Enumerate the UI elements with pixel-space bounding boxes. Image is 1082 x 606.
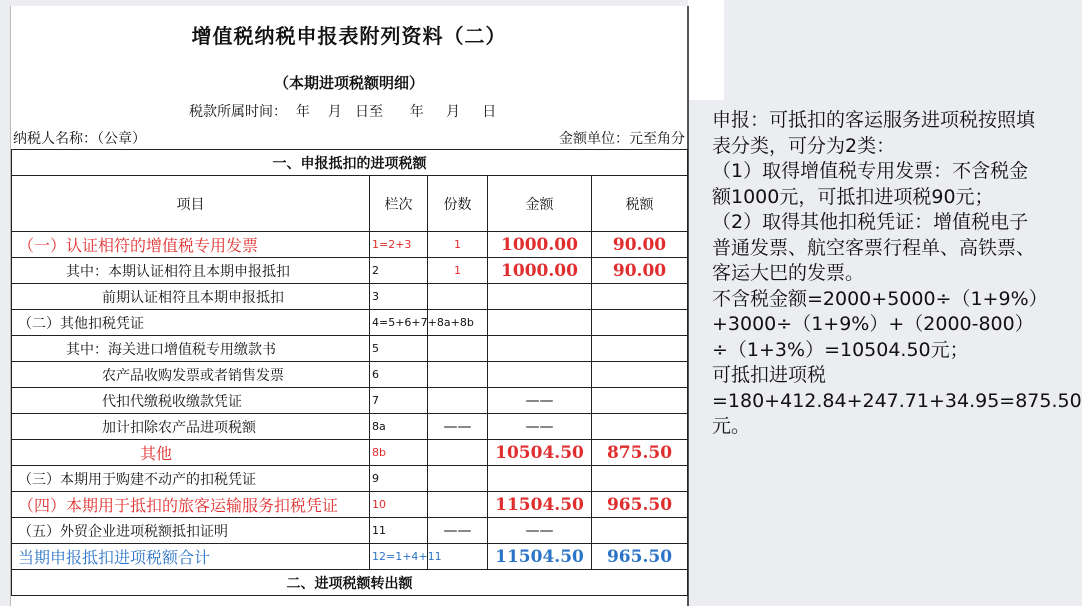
table-row bbox=[12, 414, 688, 440]
row-amount: 11504.50 bbox=[488, 544, 592, 570]
row-amount: 10504.50 bbox=[488, 440, 592, 466]
table-row bbox=[12, 466, 688, 492]
row-col: 5 bbox=[370, 336, 428, 362]
row-tax bbox=[592, 388, 688, 414]
section-header-row bbox=[12, 150, 688, 176]
taxpayer-name-label: 纳税人名称：（公章） bbox=[13, 131, 146, 147]
section2-title: 二、进项税额转出额 bbox=[12, 570, 688, 596]
row-item: 前期认证相符且本期申报抵扣 bbox=[12, 284, 370, 310]
tax-period: 税款所属时间： 年 月 日至 年 月 日 bbox=[189, 104, 497, 120]
row-amount: 11504.50 bbox=[488, 492, 592, 518]
spreadsheet-gridline-strip bbox=[688, 0, 724, 100]
row-item: 加计扣除农产品进项税额 bbox=[12, 414, 370, 440]
row-col: 12=1+4+11 bbox=[370, 544, 428, 570]
table-row bbox=[12, 544, 688, 570]
row-item: （五）外贸企业进项税额抵扣证明 bbox=[12, 518, 370, 544]
row-tax bbox=[592, 466, 688, 492]
row-amount: 1000.00 bbox=[488, 232, 592, 258]
form-title: 增值税纳税申报表附列资料（二） bbox=[191, 24, 507, 48]
row-col: 4=5+6+7+8a+8b bbox=[370, 310, 428, 336]
header-col: 栏次 bbox=[370, 176, 428, 232]
row-item: （四）本期用于抵扣的旅客运输服务扣税凭证 bbox=[12, 492, 370, 518]
row-count: —— bbox=[428, 414, 488, 440]
row-item: 当期申报抵扣进项税额合计 bbox=[12, 544, 370, 570]
row-tax bbox=[592, 310, 688, 336]
header-count: 份数 bbox=[428, 176, 488, 232]
form-subtitle: （本期进项税额明细） bbox=[273, 74, 424, 92]
header-item: 项目 bbox=[12, 176, 370, 232]
row-item: 其中：海关进口增值税专用缴款书 bbox=[12, 336, 370, 362]
row-count: 1 bbox=[428, 232, 488, 258]
table-row bbox=[12, 310, 688, 336]
row-item: 代扣代缴税收缴款凭证 bbox=[12, 388, 370, 414]
amount-unit-label: 金额单位：元至角分 bbox=[559, 131, 685, 147]
header-tax: 税额 bbox=[592, 176, 688, 232]
row-col: 2 bbox=[370, 258, 428, 284]
row-count bbox=[428, 284, 488, 310]
row-tax bbox=[592, 414, 688, 440]
row-amount bbox=[488, 466, 592, 492]
table-row bbox=[12, 362, 688, 388]
note-paragraph: 可抵扣进项税=180+412.84+247.71+34.95=875.50元。 bbox=[712, 364, 1082, 437]
row-tax bbox=[592, 518, 688, 544]
row-col: 1=2+3 bbox=[370, 232, 428, 258]
header-amount: 金额 bbox=[488, 176, 592, 232]
row-count: —— bbox=[428, 518, 488, 544]
row-amount: —— bbox=[488, 388, 592, 414]
row-amount: 1000.00 bbox=[488, 258, 592, 284]
section-header-row bbox=[12, 570, 688, 596]
table-header-row bbox=[12, 176, 688, 232]
row-col: 10 bbox=[370, 492, 428, 518]
row-amount: —— bbox=[488, 518, 592, 544]
table-row bbox=[12, 518, 688, 544]
row-col: 8b bbox=[370, 440, 428, 466]
row-amount bbox=[488, 362, 592, 388]
vat-attachment-form bbox=[10, 6, 689, 606]
row-item: （一）认证相符的增值税专用发票 bbox=[12, 232, 370, 258]
note-paragraph: （2）取得其他扣税凭证：增值税电子普通发票、航空客票行程单、高铁票、客运大巴的发票。 bbox=[712, 211, 1036, 284]
row-tax: 965.50 bbox=[592, 492, 688, 518]
table-row bbox=[12, 388, 688, 414]
row-tax: 90.00 bbox=[592, 232, 688, 258]
row-tax bbox=[592, 336, 688, 362]
row-count: 1 bbox=[428, 258, 488, 284]
row-item: 其中：本期认证相符且本期申报抵扣 bbox=[12, 258, 370, 284]
note-paragraph: 不含税金额=2000+5000÷（1+9%）+3000÷（1+9%）+（2000-800）÷（1+3%）=10504.50元； bbox=[712, 287, 1039, 361]
row-tax: 875.50 bbox=[592, 440, 688, 466]
table-row bbox=[12, 492, 688, 518]
row-item: （三）本期用于购建不动产的扣税凭证 bbox=[12, 466, 370, 492]
row-amount bbox=[488, 336, 592, 362]
row-col: 6 bbox=[370, 362, 428, 388]
row-tax bbox=[592, 362, 688, 388]
note-paragraph: 申报：可抵扣的客运服务进项税按照填表分类，可分为2类： bbox=[712, 109, 1036, 157]
table-row bbox=[12, 440, 688, 466]
row-amount: —— bbox=[488, 414, 592, 440]
section1-title: 一、申报抵扣的进项税额 bbox=[12, 150, 688, 176]
row-amount bbox=[488, 284, 592, 310]
row-tax: 965.50 bbox=[592, 544, 688, 570]
row-count bbox=[428, 388, 488, 414]
row-col: 11 bbox=[370, 518, 428, 544]
row-col: 3 bbox=[370, 284, 428, 310]
row-count bbox=[428, 440, 488, 466]
row-item: 其他 bbox=[12, 440, 370, 466]
row-col: 8a bbox=[370, 414, 428, 440]
row-item: （二）其他扣税凭证 bbox=[12, 310, 370, 336]
input-tax-table bbox=[11, 149, 688, 596]
row-count bbox=[428, 336, 488, 362]
row-amount bbox=[488, 310, 592, 336]
table-row bbox=[12, 232, 688, 258]
table-row bbox=[12, 284, 688, 310]
note-paragraph: （1）取得增值税专用发票：不含税金额1000元，可抵扣进项税90元； bbox=[712, 160, 1029, 208]
row-tax bbox=[592, 284, 688, 310]
explanation-notes bbox=[712, 108, 1082, 440]
row-col: 7 bbox=[370, 388, 428, 414]
row-col: 9 bbox=[370, 466, 428, 492]
table-row bbox=[12, 336, 688, 362]
table-row bbox=[12, 258, 688, 284]
row-item: 农产品收购发票或者销售发票 bbox=[12, 362, 370, 388]
row-tax: 90.00 bbox=[592, 258, 688, 284]
row-count bbox=[428, 466, 488, 492]
row-count bbox=[428, 492, 488, 518]
row-count bbox=[428, 362, 488, 388]
